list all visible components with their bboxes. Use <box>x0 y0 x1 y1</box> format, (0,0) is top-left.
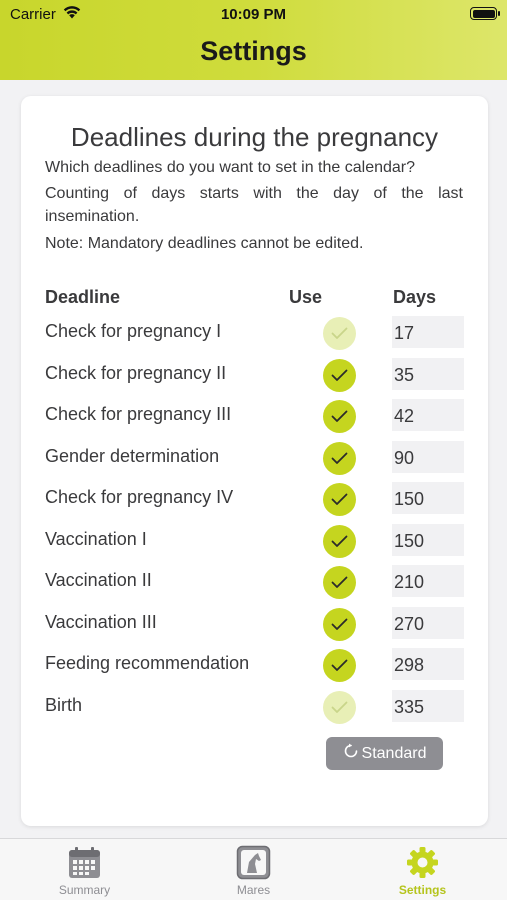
column-header-days: Days <box>393 287 437 307</box>
tab-summary[interactable] <box>0 839 169 900</box>
standard-button-label: Standard <box>361 744 427 762</box>
page-title: Settings <box>200 36 307 66</box>
deadline-row <box>21 479 488 519</box>
use-checkbox[interactable] <box>323 442 356 475</box>
deadline-row <box>21 313 488 353</box>
use-checkbox <box>323 317 356 350</box>
checkmark-icon <box>331 535 348 548</box>
checkmark-icon <box>331 493 348 506</box>
checkmark-icon <box>331 659 348 672</box>
deadline-row <box>21 396 488 436</box>
deadline-row <box>21 521 488 561</box>
deadline-row <box>21 687 488 727</box>
use-checkbox[interactable] <box>323 483 356 516</box>
deadline-label: Check for pregnancy II <box>45 362 227 383</box>
days-input[interactable]: 42 <box>392 399 464 431</box>
gear-icon <box>405 845 440 880</box>
deadline-label: Check for pregnancy IV <box>45 487 234 507</box>
carrier-label: Carrier <box>10 6 56 23</box>
description-question: Which deadlines do you want to set in the calendar? <box>45 159 416 176</box>
calendar-icon <box>67 845 102 880</box>
deadline-label: Gender determination <box>45 445 220 466</box>
checkmark-icon <box>331 410 348 423</box>
days-input[interactable]: 150 <box>392 482 464 514</box>
tab-settings[interactable] <box>338 839 507 900</box>
tab-mares[interactable] <box>169 839 338 900</box>
description-counting: Counting of days starts with the day of the last insemination. <box>45 185 463 225</box>
deadlines-card <box>21 96 488 826</box>
deadline-row <box>21 562 488 602</box>
days-input[interactable]: 35 <box>392 358 464 390</box>
column-header-use: Use <box>289 287 323 307</box>
use-checkbox[interactable] <box>323 359 356 392</box>
tab-settings-label: Settings <box>398 883 447 897</box>
use-checkbox[interactable] <box>323 525 356 558</box>
days-input[interactable]: 270 <box>392 607 464 639</box>
days-input[interactable]: 90 <box>392 441 464 473</box>
reset-icon <box>343 743 359 764</box>
use-checkbox[interactable] <box>323 608 356 641</box>
deadline-label: Vaccination II <box>45 570 152 590</box>
deadline-row <box>21 645 488 685</box>
use-checkbox[interactable] <box>323 649 356 682</box>
checkmark-icon <box>331 452 348 465</box>
standard-button[interactable] <box>326 737 443 770</box>
status-time: 10:09 PM <box>220 6 287 23</box>
deadline-label: Vaccination I <box>45 528 147 549</box>
deadline-row <box>21 438 488 478</box>
header <box>0 0 507 80</box>
days-input[interactable]: 298 <box>392 648 464 680</box>
deadline-row <box>21 355 488 395</box>
horse-icon <box>236 845 271 880</box>
deadline-label: Birth <box>45 694 83 715</box>
deadline-row <box>21 604 488 644</box>
checkmark-icon <box>331 701 348 714</box>
column-header-deadline: Deadline <box>45 287 121 307</box>
deadline-label: Check for pregnancy III <box>45 404 232 424</box>
deadline-label: Vaccination III <box>45 611 157 632</box>
tab-mares-label: Mares <box>236 883 271 897</box>
use-checkbox[interactable] <box>323 566 356 599</box>
days-input[interactable]: 150 <box>392 524 464 556</box>
checkmark-icon <box>331 576 348 589</box>
tab-summary-label: Summary <box>58 883 111 897</box>
checkmark-icon <box>331 327 348 340</box>
days-input[interactable]: 210 <box>392 565 464 597</box>
card-title: Deadlines during the pregnancy <box>70 122 439 152</box>
status-bar <box>0 0 507 30</box>
deadline-label: Check for pregnancy I <box>45 321 222 341</box>
days-input: 17 <box>392 316 464 348</box>
use-checkbox <box>323 691 356 724</box>
checkmark-icon <box>331 618 348 631</box>
use-checkbox[interactable] <box>323 400 356 433</box>
battery-icon <box>470 7 497 20</box>
tab-bar <box>0 838 507 900</box>
days-input: 335 <box>392 690 464 722</box>
description-note: Note: Mandatory deadlines cannot be edited. <box>45 235 364 252</box>
deadline-label: Feeding recommendation <box>45 653 250 673</box>
checkmark-icon <box>331 369 348 382</box>
